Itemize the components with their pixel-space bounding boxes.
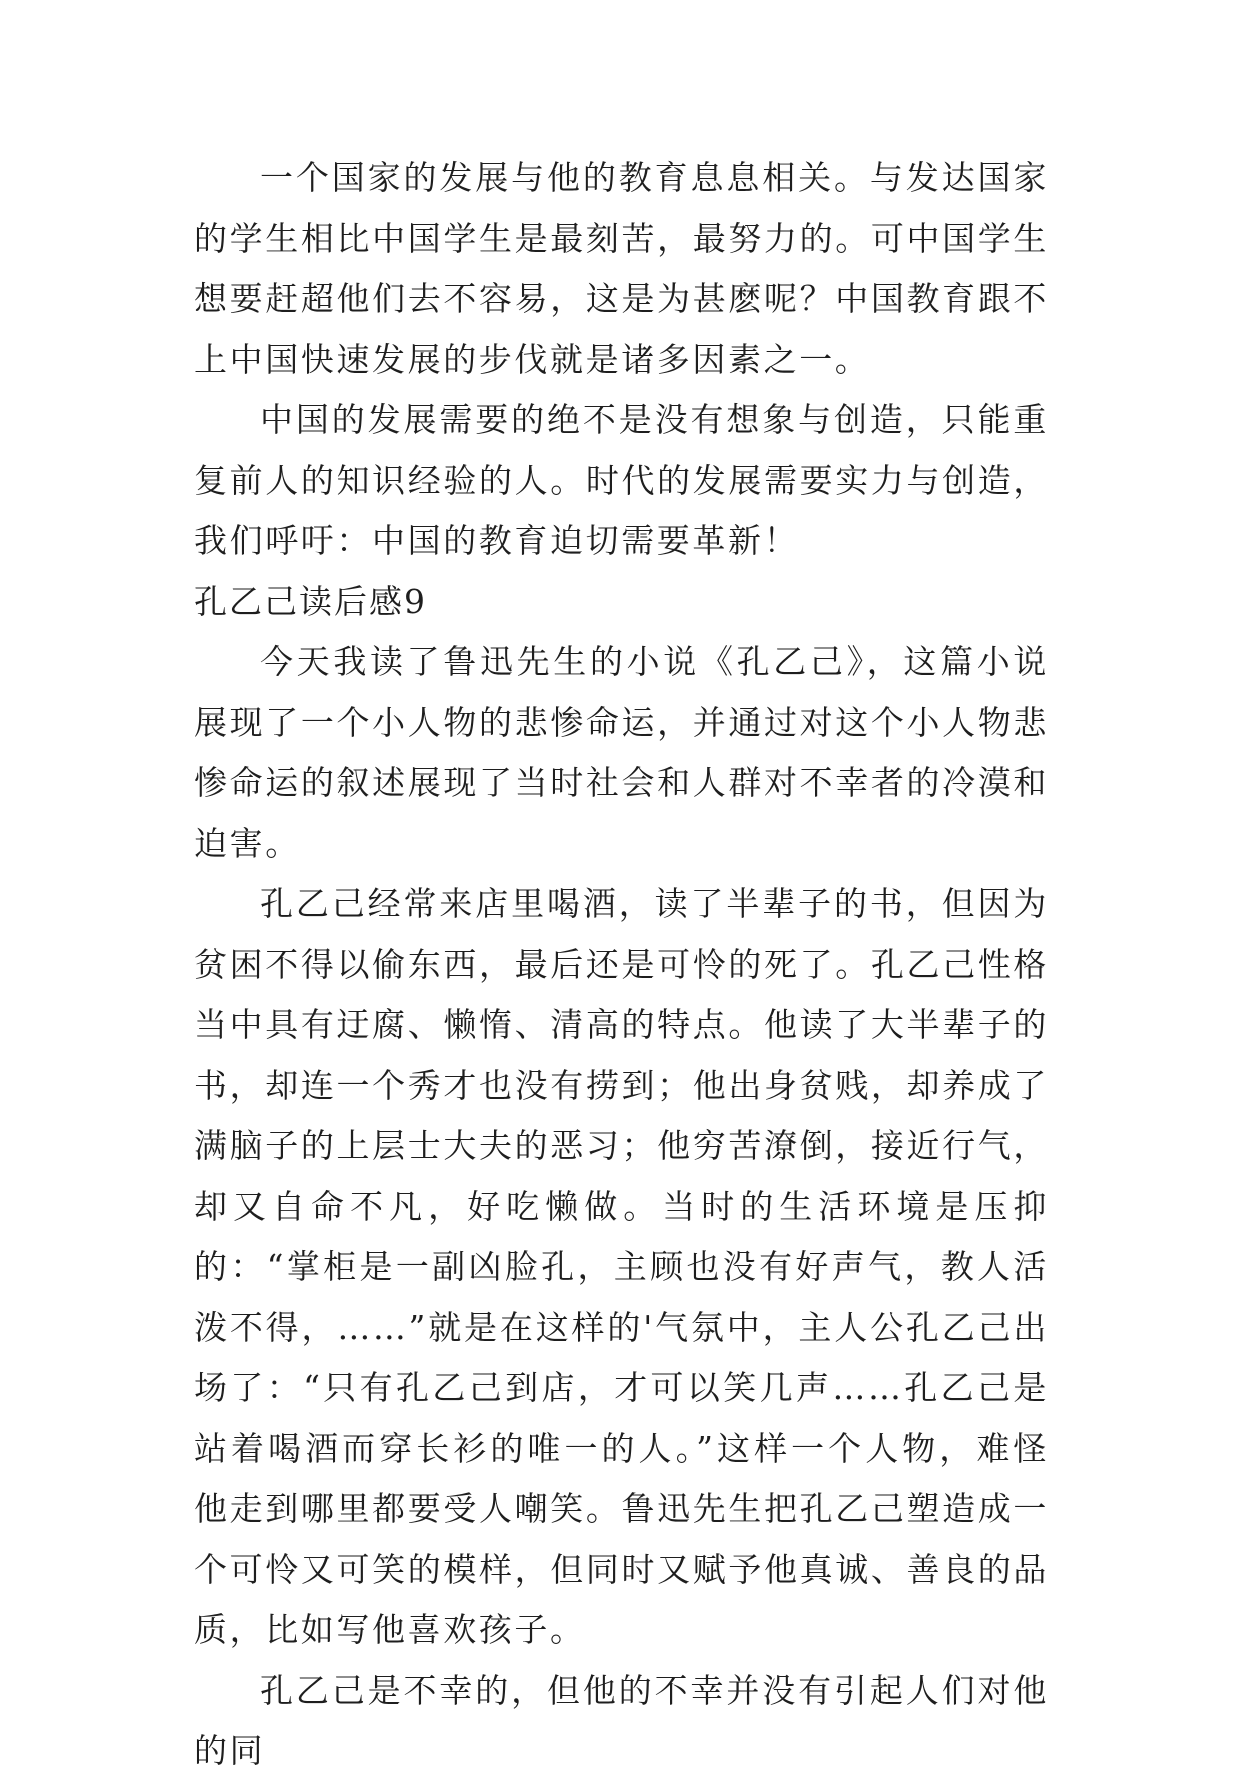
section-heading: 孔乙己读后感9 <box>194 581 427 621</box>
paragraph-character-analysis: 孔乙己经常来店里喝酒，读了半辈子的书，但因为贫困不得以偷东西，最后还是可怜的死了。孔乙己性格当中具有迂腐、懒惰、清高的特点。他读了大半辈子的书，却连一个秀才也没有捞到；他出身贫贱，却养成了满脑子的上层士大夫的恶习；他穷苦潦倒，接近行气，却又自命不凡，好吃懒做。当时的生活环境是压抑的：“掌柜是一副凶脸孔，主顾也没有好声气，教人活泼不得，……”就是在这样的'气氛中，主人公孔乙己出场了：“只有孔乙己到店，才可以笑几声……孔乙己是站着喝酒而穿长衫的唯一的人。”这样一个人物，难怪他走到哪里都要受人嘲笑。鲁迅先生把孔乙己塑造成一个可怜又可笑的模样，但同时又赋予他真诚、善良的品质，比如写他喜欢孩子。 <box>194 884 1049 1649</box>
paragraph-education-development: 一个国家的发展与他的教育息息相关。与发达国家的学生相比中国学生是最刻苦，最努力的。可中国学生想要赶超他们去不容易，这是为甚麽呢？中国教育跟不上中国快速发展的步伐就是诸多因素之一。 <box>194 158 1049 379</box>
paragraph-education-innovation: 中国的发展需要的绝不是没有想象与创造，只能重复前人的知识经验的人。时代的发展需要实力与创造，我们呼吁：中国的教育迫切需要革新！ <box>194 400 1049 560</box>
paragraph-reading-intro: 今天我读了鲁迅先生的小说《孔乙己》，这篇小说展现了一个小人物的悲惨命运，并通过对这个小人物悲惨命运的叙述展现了当时社会和人群对不幸者的冷漠和迫害。 <box>194 642 1049 863</box>
paragraph-misfortune: 孔乙己是不幸的，但他的不幸并没有引起人们对他的同 <box>194 1670 1049 1770</box>
document-body <box>194 148 1049 1782</box>
